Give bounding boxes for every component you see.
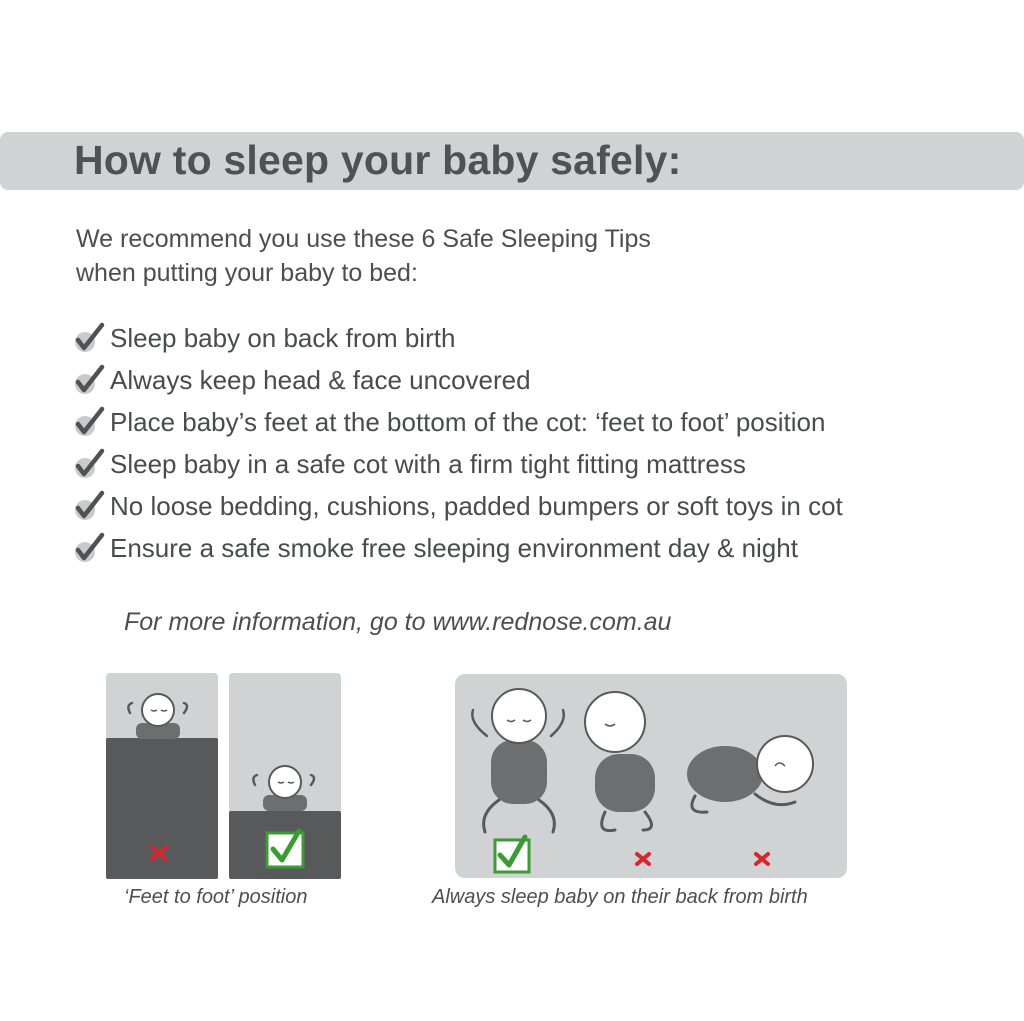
checkmark-icon [72, 489, 106, 523]
intro-line-1: We recommend you use these 6 Safe Sleeping Tips [76, 225, 651, 253]
checkmark-icon [72, 405, 106, 439]
correct-check-icon [495, 837, 529, 872]
back-sleep-illustration [455, 674, 847, 878]
feet-to-foot-caption: ‘Feet to foot’ position [124, 886, 308, 908]
correct-check-icon [267, 831, 303, 867]
tip-text: Place baby’s feet at the bottom of the cot: ‘feet to foot’ position [110, 406, 826, 437]
checkmark-icon [72, 321, 106, 355]
tip-text: No loose bedding, cushions, padded bumpers or soft toys in cot [110, 490, 843, 521]
tip-item [72, 359, 843, 401]
tip-item [72, 527, 843, 569]
page-title: How to sleep your baby safely: [74, 137, 682, 183]
back-sleep-caption: Always sleep baby on their back from birth [432, 886, 808, 908]
checkmark-icon [72, 447, 106, 481]
intro-text [76, 222, 651, 290]
intro-line-2: when putting your baby to bed: [76, 259, 418, 287]
tips-list [72, 317, 843, 569]
tip-text: Sleep baby on back from birth [110, 322, 456, 353]
more-info-text: For more information, go to www.rednose.com.au [124, 608, 672, 636]
feet-to-foot-correct-illustration [229, 673, 341, 879]
tip-item [72, 317, 843, 359]
tip-item [72, 443, 843, 485]
tip-text: Ensure a safe smoke free sleeping environment day & night [110, 532, 798, 563]
feet-to-foot-wrong-illustration [106, 673, 218, 879]
tip-text: Sleep baby in a safe cot with a firm tight fitting mattress [110, 448, 746, 479]
tip-item [72, 485, 843, 527]
tip-text: Always keep head & face uncovered [110, 364, 531, 395]
checkmark-icon [72, 531, 106, 565]
tip-item [72, 401, 843, 443]
checkmark-icon [72, 363, 106, 397]
